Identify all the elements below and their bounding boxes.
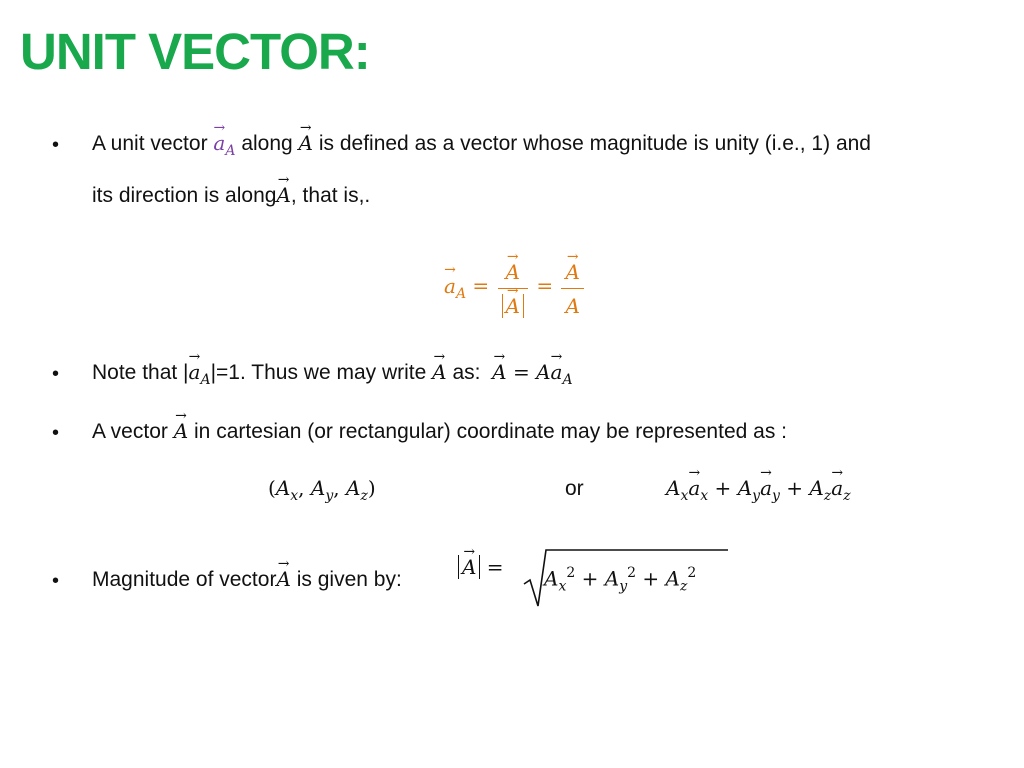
vector-A-symbol: → A bbox=[276, 183, 290, 207]
bullet-3-line: A vector → A in cartesian (or rectangular) coordinate may be represented as : bbox=[92, 419, 787, 444]
magnitude-equation: → A = bbox=[458, 555, 504, 579]
unit-vector-symbol: → $a_A$ bbox=[213, 131, 235, 155]
component-sum: $A_x\to a_x + A_y\to a_y + A_z\to a_z$ bbox=[666, 476, 851, 505]
or-text: or bbox=[565, 477, 584, 500]
page-title: UNIT VECTOR: bbox=[20, 23, 370, 80]
unit-vector-equation: → $a_A$ = → A → A = → $\frac{A}{A}$ bbox=[444, 256, 586, 318]
component-tuple: ($A_x$, $A_y$, $A_z$) bbox=[268, 476, 376, 504]
bullet-marker: • bbox=[52, 422, 60, 444]
bullet-1-line-1: A unit vector → $a_A$ along → A is defined as a vector whose magnitude is unity (i.e., 1) and bbox=[92, 131, 871, 160]
vector-equation: → $A = A\to a_A$ bbox=[492, 360, 572, 384]
bullet-2-line: Note that |→ $a_A|=1$. Thus we may write → A as: → $A = A\to a_A$ bbox=[92, 360, 573, 389]
bullet-marker: • bbox=[52, 363, 60, 385]
bullet-marker: • bbox=[52, 134, 60, 156]
vector-A-symbol: → A bbox=[299, 131, 313, 155]
magnitude-radicand: $A_x^2 + A_y^2 + A_z^2$ bbox=[544, 565, 697, 595]
bullet-marker: • bbox=[52, 570, 60, 592]
bullet-1-line-2: its direction is along→ A, that is,. bbox=[92, 183, 370, 208]
bullet-4-line: Magnitude of vector→ A is given by: bbox=[92, 567, 402, 592]
